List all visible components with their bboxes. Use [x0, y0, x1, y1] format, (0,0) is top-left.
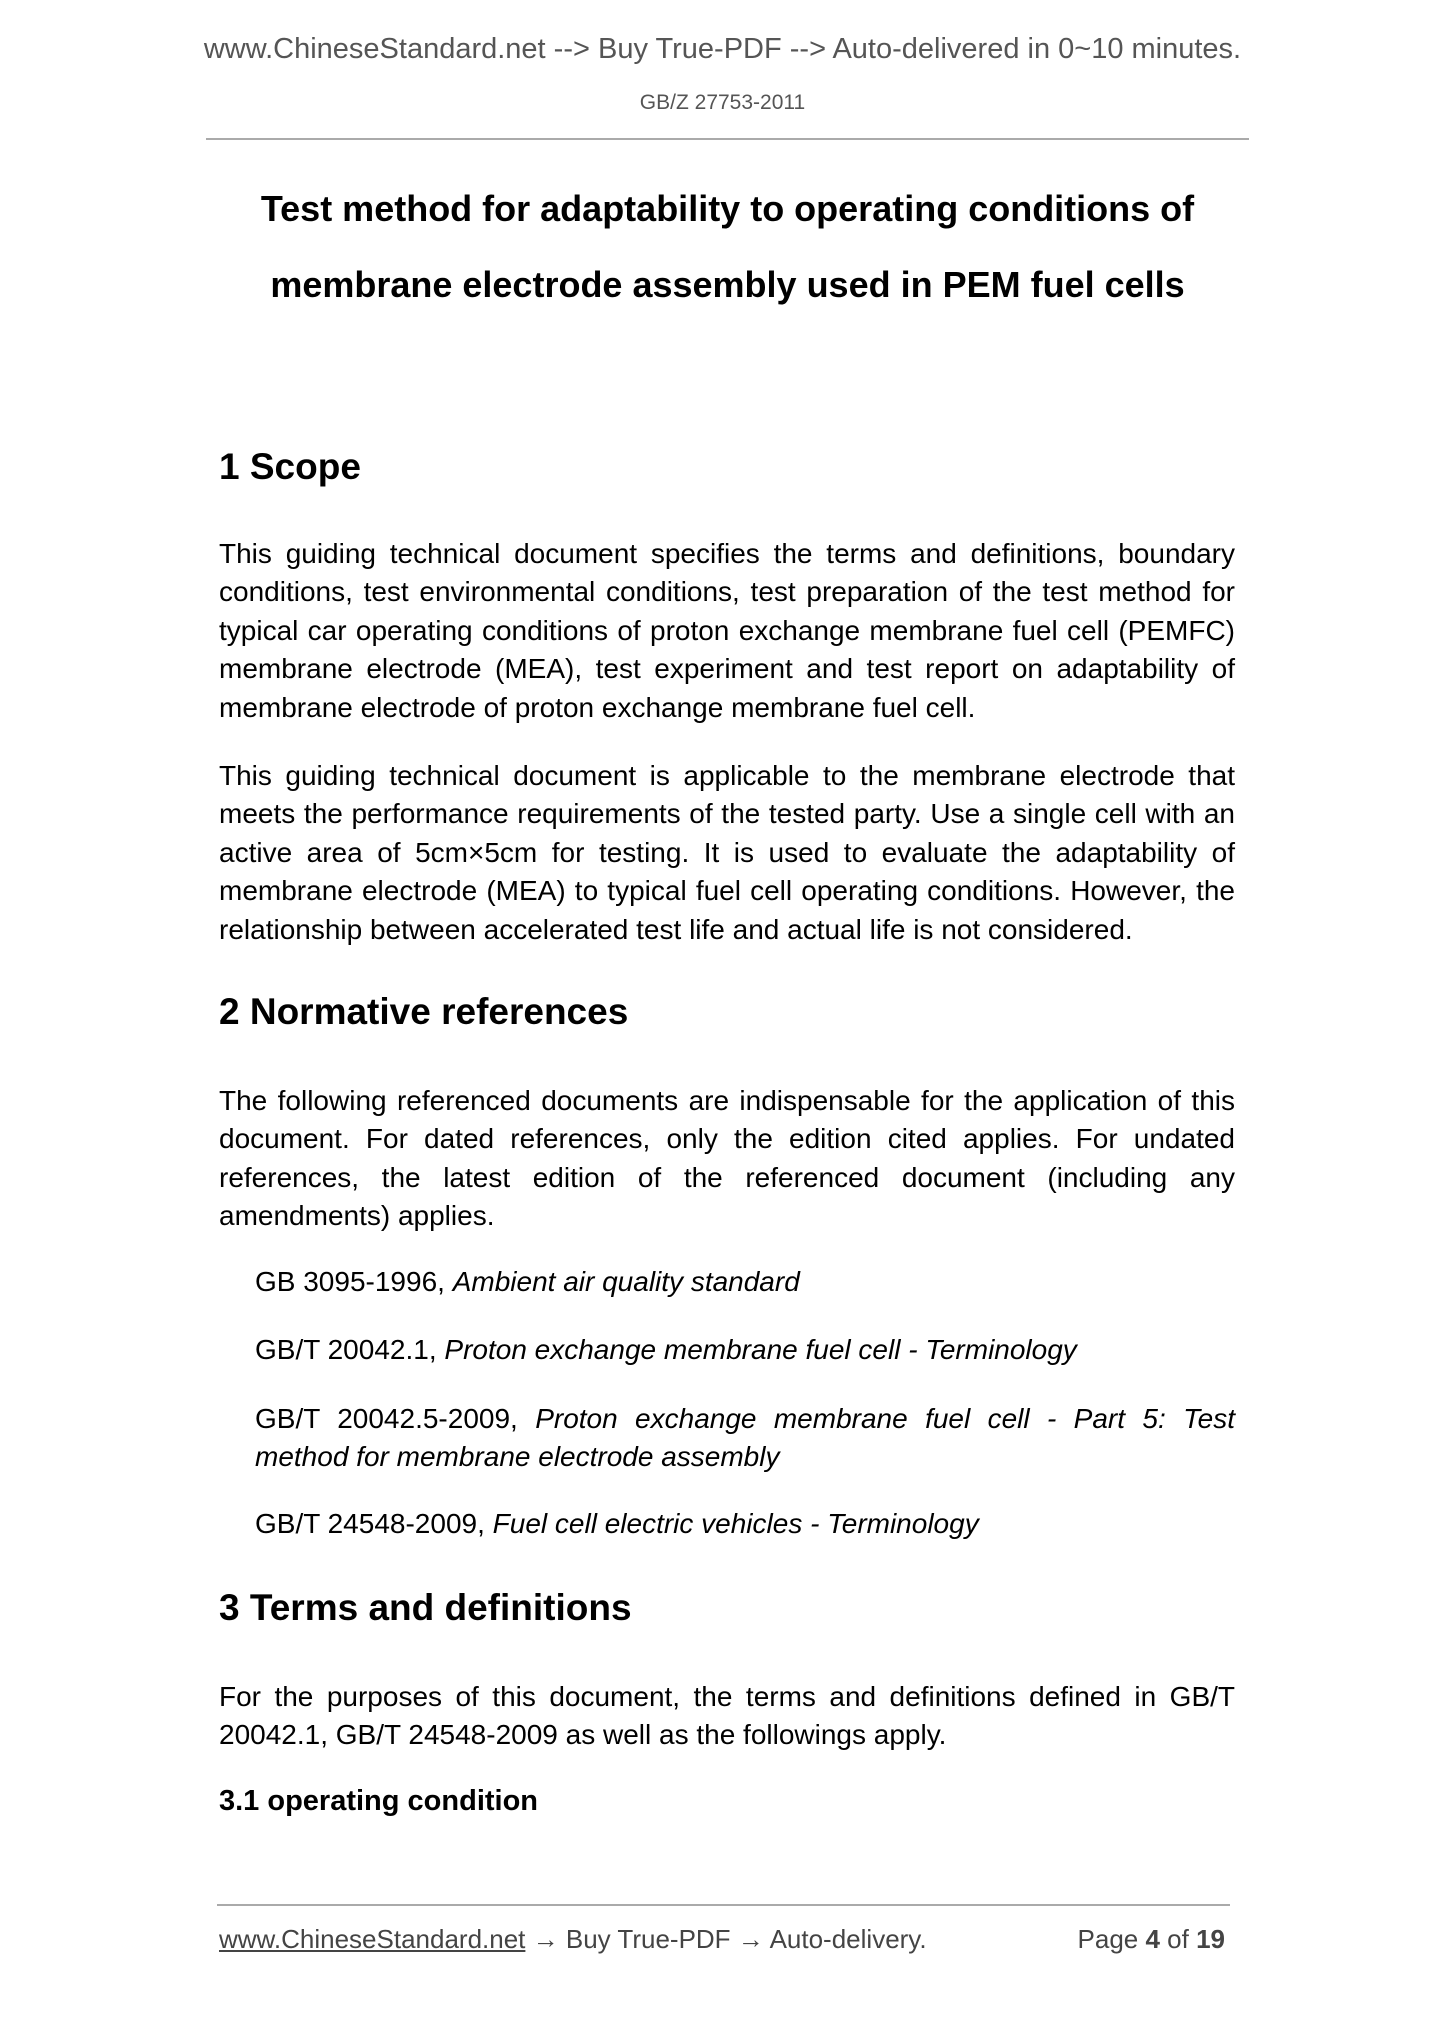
reference-title: Proton exchange membrane fuel cell - Terminology: [444, 1334, 1077, 1365]
section-heading-scope: 1 Scope: [219, 446, 361, 487]
reference-code: GB 3095-1996,: [255, 1266, 453, 1297]
reference-item: [255, 1400, 1235, 1477]
reference-code: GB/T 20042.1,: [255, 1334, 445, 1365]
page-indicator: [1078, 1924, 1225, 1955]
reference-item: [255, 1263, 1235, 1301]
page-of-label: of: [1159, 1924, 1197, 1954]
footer-site-link[interactable]: www.ChineseStandard.net: [219, 1924, 526, 1954]
footer-promo-text: → Buy True-PDF → Auto-delivery.: [525, 1924, 927, 1954]
terms-paragraph: For the purposes of this document, the terms and definitions defined in GB/T 20042.1, GB/T 24548-2009 as well as the followings apply.: [219, 1681, 1235, 1751]
document-title-line2: membrane electrode assembly used in PEM fuel cells: [270, 264, 1185, 305]
document-title-line1: Test method for adaptability to operating conditions of: [260, 188, 1195, 229]
reference-title: Proton exchange membrane fuel cell - Part 5: Test method for membrane electrode assembly: [255, 1403, 1235, 1473]
reference-code: GB/T 20042.5-2009,: [255, 1403, 536, 1434]
reference-title: Fuel cell electric vehicles - Terminology: [492, 1508, 979, 1539]
scope-paragraph-1: This guiding technical document specifies the terms and definitions, boundary conditions, test environmental conditions, test preparation of the test method for typical car operating conditions of proton exchange membrane fuel cell (PEMFC) membrane electrode (MEA), test experiment and test report on adaptability of membrane electrode of proton exchange membrane fuel cell.: [219, 538, 1235, 723]
normative-paragraph: The following referenced documents are indispensable for the application of this document. For dated references, only the edition cited applies. For undated references, the latest edition of the referenced document (including any amendments) applies.: [219, 1085, 1235, 1232]
header-banner: www.ChineseStandard.net --> Buy True-PDF --> Auto-delivered in 0~10 minutes.: [203, 33, 1242, 65]
reference-item: [255, 1331, 1235, 1369]
standard-code: GB/Z 27753-2011: [639, 91, 806, 114]
section-heading-normative: 2 Normative references: [219, 991, 629, 1032]
reference-title: Ambient air quality standard: [452, 1266, 800, 1297]
page-current: 4: [1145, 1924, 1160, 1954]
footer-divider: [217, 1904, 1230, 1906]
subsection-heading-operating-condition: 3.1 operating condition: [219, 1785, 539, 1817]
reference-code: GB/T 24548-2009,: [255, 1508, 493, 1539]
footer-promo: [219, 1924, 927, 1955]
reference-item: [255, 1505, 1235, 1543]
page-total: 19: [1196, 1924, 1225, 1954]
header-divider: [206, 138, 1249, 140]
scope-paragraph-2: This guiding technical document is applicable to the membrane electrode that meets the performance requirements of the tested party. Use a single cell with an active area of 5cm×5cm for testing. It is used to evaluate the adaptability of membrane electrode (MEA) to typical fuel cell operating conditions. However, the relationship between accelerated test life and actual life is not considered.: [219, 760, 1235, 945]
page-label: Page: [1077, 1924, 1146, 1954]
section-heading-terms: 3 Terms and definitions: [219, 1587, 632, 1628]
